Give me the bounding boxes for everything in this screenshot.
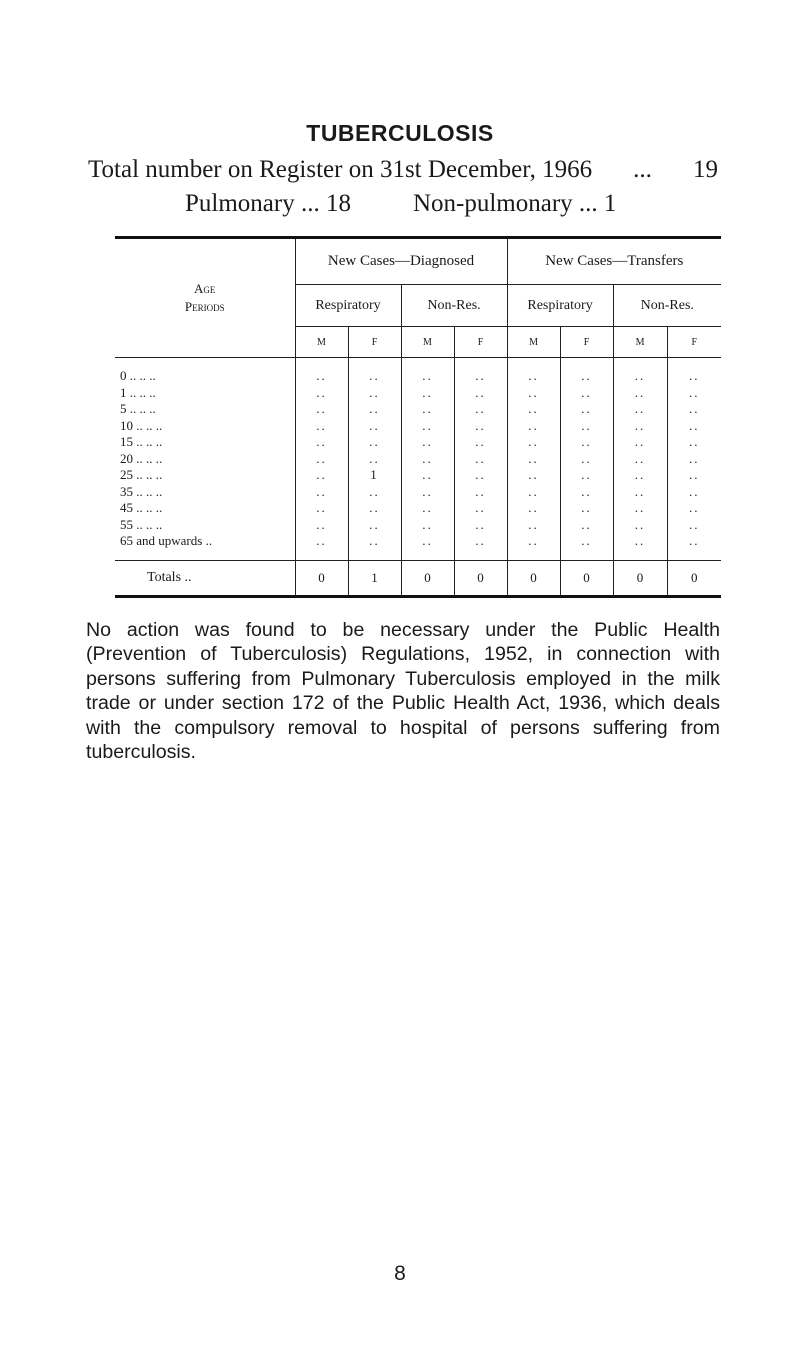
table-cell: .. [667, 500, 721, 517]
table-cell: .. [507, 500, 560, 517]
table-cell: .. [507, 385, 560, 402]
table-cell: .. [560, 451, 613, 468]
pulmonary-label: Pulmonary [185, 190, 295, 217]
table-cell: .. [613, 484, 667, 501]
table-row [115, 451, 721, 468]
table-cell: .. [560, 517, 613, 534]
table-cell: .. [401, 368, 454, 385]
age-cell: 10 .. .. .. [120, 417, 163, 433]
register-breakdown-line [185, 190, 616, 218]
sex-header-m: M [401, 327, 454, 358]
table-cell: .. [507, 533, 560, 550]
table-row [115, 434, 721, 451]
table-cell: .. [560, 385, 613, 402]
table-cell: .. [401, 517, 454, 534]
table-cell: .. [348, 517, 401, 534]
table-cell: .. [507, 451, 560, 468]
table-cell: .. [348, 401, 401, 418]
table-cell: .. [560, 533, 613, 550]
table-cell: .. [507, 368, 560, 385]
table-cell: .. [667, 517, 721, 534]
table-row [115, 368, 721, 385]
sex-header-f: F [454, 327, 507, 358]
table-cell: .. [667, 368, 721, 385]
sex-header-f: F [348, 327, 401, 358]
table-row [115, 517, 721, 534]
totals-cell: 0 [507, 560, 560, 596]
table-cell: .. [295, 401, 348, 418]
totals-label: Totals .. [115, 560, 295, 596]
table-cell: .. [348, 533, 401, 550]
table-cell: .. [560, 418, 613, 435]
table-cell: .. [401, 467, 454, 484]
table-cell: .. [507, 401, 560, 418]
table-cell: .. [348, 434, 401, 451]
totals-cell: 0 [667, 560, 721, 596]
sex-header-m: M [507, 327, 560, 358]
table-row [115, 467, 721, 484]
table-cell: .. [667, 401, 721, 418]
age-header-line-2: Periods [184, 299, 225, 314]
table-cell: .. [613, 517, 667, 534]
table-cell: .. [560, 368, 613, 385]
register-total-value: 19 [692, 156, 718, 183]
table-cell: .. [667, 451, 721, 468]
totals-cell: 0 [401, 560, 454, 596]
sub-header-diag-non-res: Non-Res. [401, 285, 507, 327]
table-cell: .. [560, 484, 613, 501]
table-cell: .. [454, 517, 507, 534]
table-cell: .. [613, 533, 667, 550]
page-number: 8 [394, 1262, 406, 1285]
table-cell: .. [454, 484, 507, 501]
table-cell: .. [560, 467, 613, 484]
totals-cell: 0 [560, 560, 613, 596]
totals-cell: 1 [348, 560, 401, 596]
table-cell: .. [454, 401, 507, 418]
table-cell: .. [667, 467, 721, 484]
table-cell: .. [560, 500, 613, 517]
sub-header-diag-respiratory: Respiratory [295, 285, 401, 327]
table-cell: .. [613, 451, 667, 468]
tuberculosis-cases-table [115, 236, 721, 598]
table-cell: .. [613, 467, 667, 484]
pulmonary-leader: ... [300, 190, 320, 217]
table-cell: .. [667, 484, 721, 501]
table-cell: .. [401, 484, 454, 501]
age-cell: 55 .. .. .. [120, 516, 163, 532]
sub-header-trans-respiratory: Respiratory [507, 285, 613, 327]
age-cell: 20 .. .. .. [120, 450, 163, 466]
table-cell: .. [454, 500, 507, 517]
register-total-leader: ... [633, 156, 652, 183]
totals-row [115, 560, 721, 596]
table-row [115, 385, 721, 402]
age-cell: 65 and upwards .. [120, 533, 213, 549]
body-paragraph: No action was found to be necessary under the Public Health (Prevention of Tuberculosis) Regulations, 1952, in connection with persons suffering from Pulmonary Tuberculosis employed in the milk trade or under section 172 of the Public Health Act, 1936, which deals with the compulsory removal to hospital of persons suffering from tuberculosis. [86, 619, 720, 764]
non-pulmonary-leader: ... [578, 190, 598, 217]
table-cell: .. [667, 418, 721, 435]
table-row [115, 500, 721, 517]
table-cell: .. [295, 434, 348, 451]
register-total-line [88, 156, 718, 184]
table-cell: .. [348, 500, 401, 517]
age-cell: 15 .. .. .. [120, 434, 163, 450]
table-cell: .. [348, 368, 401, 385]
age-cell: 45 .. .. .. [120, 500, 163, 516]
table-cell: .. [401, 434, 454, 451]
table-cell: .. [613, 385, 667, 402]
table-cell: .. [454, 368, 507, 385]
sub-header-trans-non-res: Non-Res. [613, 285, 721, 327]
table-cell: .. [295, 451, 348, 468]
table-cell: .. [295, 467, 348, 484]
table-cell: .. [507, 517, 560, 534]
age-periods-header [115, 238, 295, 358]
table-row [115, 533, 721, 550]
non-pulmonary-value: 1 [603, 190, 617, 217]
table-cell: .. [348, 418, 401, 435]
table-cell: .. [295, 484, 348, 501]
table-cell: .. [560, 401, 613, 418]
table-cell: .. [348, 385, 401, 402]
totals-cell: 0 [454, 560, 507, 596]
table-row [115, 484, 721, 501]
table-cell: .. [667, 385, 721, 402]
sex-header-m: M [295, 327, 348, 358]
table-cell: .. [613, 434, 667, 451]
age-cell: 0 .. .. .. [120, 368, 156, 384]
table-row [115, 401, 721, 418]
table-cell: .. [401, 418, 454, 435]
table-row [115, 418, 721, 435]
table-cell: 1 [348, 467, 401, 484]
table-cell: .. [401, 500, 454, 517]
table-cell: .. [454, 533, 507, 550]
table-cell: .. [507, 434, 560, 451]
non-pulmonary-label: Non-pulmonary [412, 190, 573, 217]
table-cell: .. [667, 533, 721, 550]
table-cell: .. [348, 484, 401, 501]
pulmonary-value: 18 [325, 190, 351, 217]
table-cell: .. [613, 368, 667, 385]
table-cell: .. [295, 385, 348, 402]
table-cell: .. [454, 434, 507, 451]
table-cell: .. [295, 418, 348, 435]
age-cell: 35 .. .. .. [120, 483, 163, 499]
table-cell: .. [295, 517, 348, 534]
sex-header-f: F [667, 327, 721, 358]
table-cell: .. [507, 467, 560, 484]
age-header-line-1: Age [194, 281, 216, 296]
table-cell: .. [454, 418, 507, 435]
register-total-label: Total number on Register on 31st December, 1966 [88, 156, 593, 183]
sex-header-m: M [613, 327, 667, 358]
table-cell: .. [560, 434, 613, 451]
age-cell: 25 .. .. .. [120, 467, 163, 483]
table-cell: .. [613, 401, 667, 418]
table-cell: .. [454, 385, 507, 402]
table-cell: .. [613, 418, 667, 435]
sex-header-f: F [560, 327, 613, 358]
totals-cell: 0 [613, 560, 667, 596]
table-cell: .. [401, 533, 454, 550]
table-cell: .. [454, 467, 507, 484]
table-cell: .. [295, 500, 348, 517]
table-cell: .. [348, 451, 401, 468]
age-cell: 5 .. .. .. [120, 401, 156, 417]
table-cell: .. [401, 401, 454, 418]
totals-cell: 0 [295, 560, 348, 596]
table-cell: .. [295, 533, 348, 550]
table-cell: .. [507, 484, 560, 501]
table-cell: .. [507, 418, 560, 435]
page-title: TUBERCULOSIS [306, 120, 494, 146]
table-cell: .. [401, 451, 454, 468]
table-cell: .. [401, 385, 454, 402]
table-cell: .. [613, 500, 667, 517]
table-cell: .. [295, 368, 348, 385]
age-cell: 1 .. .. .. [120, 384, 156, 400]
group-header-diagnosed: New Cases—Diagnosed [295, 238, 507, 285]
table-cell: .. [667, 434, 721, 451]
table-cell: .. [454, 451, 507, 468]
group-header-transfers: New Cases—Transfers [507, 238, 721, 285]
